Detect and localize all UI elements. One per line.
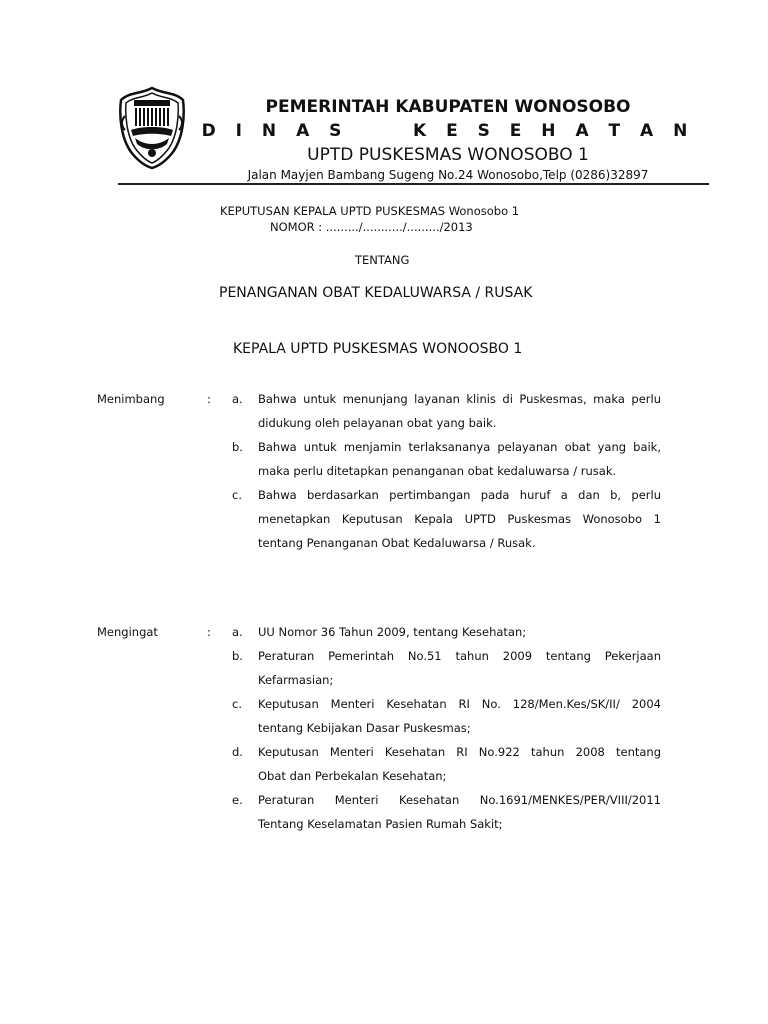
decree-number: NOMOR : ........./.........../........./2013 — [270, 220, 473, 234]
menimbang-colon: : — [207, 392, 211, 406]
text-line: didukung oleh pelayanan obat yang baik. — [258, 416, 497, 430]
mengingat-item-mark: a. — [232, 625, 243, 639]
text-line: Peraturan Menteri Kesehatan No.1691/MENKES/PER/VIII/2011 — [258, 793, 661, 807]
text-line: UU Nomor 36 Tahun 2009, tentang Kesehatan; — [258, 625, 527, 639]
letterhead-department-name: D I N A S K E S E H A T A N — [201, 121, 695, 141]
text-line: Bahwa untuk menjamin terlaksananya pelayanan obat yang baik, — [258, 440, 661, 454]
text-line: Bahwa untuk menunjang layanan klinis di Puskesmas, maka perlu — [258, 392, 661, 406]
mengingat-item-text — [258, 644, 661, 692]
mengingat-item-text — [258, 740, 661, 788]
text-line: Kefarmasian; — [258, 673, 334, 687]
decree-about-label: TENTANG — [355, 253, 410, 267]
letterhead-divider — [118, 183, 709, 185]
menimbang-item-mark: a. — [232, 392, 243, 406]
letterhead-unit-name: UPTD PUSKESMAS WONOSOBO 1 — [307, 145, 589, 165]
menimbang-item-mark: c. — [232, 488, 242, 502]
menimbang-item-text — [258, 483, 661, 555]
menimbang-label: Menimbang — [97, 392, 165, 406]
decree-subject: PENANGANAN OBAT KEDALUWARSA / RUSAK — [219, 285, 533, 301]
menimbang-item-text — [258, 387, 661, 435]
mengingat-item-mark: b. — [232, 649, 243, 663]
mengingat-label: Mengingat — [97, 625, 158, 639]
regency-crest-icon — [117, 86, 187, 170]
mengingat-item-text — [258, 692, 661, 740]
menimbang-item-mark: b. — [232, 440, 243, 454]
mengingat-item-mark: e. — [232, 793, 243, 807]
mengingat-item-text — [258, 620, 661, 644]
decree-title: KEPUTUSAN KEPALA UPTD PUSKESMAS Wonosobo 1 — [220, 204, 520, 218]
text-line: Keputusan Menteri Kesehatan RI No. 128/Men.Kes/SK/II/ 2004 — [258, 697, 661, 711]
text-line: Obat dan Perbekalan Kesehatan; — [258, 769, 447, 783]
mengingat-item-mark: c. — [232, 697, 242, 711]
text-line: maka perlu ditetapkan penanganan obat kedaluwarsa / rusak. — [258, 464, 617, 478]
menimbang-item-text — [258, 435, 661, 483]
letterhead-address: Jalan Mayjen Bambang Sugeng No.24 Wonosobo,Telp (0286)32897 — [247, 168, 649, 182]
letterhead-government-name: PEMERINTAH KABUPATEN WONOSOBO — [265, 97, 631, 117]
text-line: menetapkan Keputusan Kepala UPTD Puskesmas Wonosobo 1 — [258, 512, 661, 526]
text-line: tentang Penanganan Obat Kedaluwarsa / Rusak. — [258, 536, 536, 550]
mengingat-item-mark: d. — [232, 745, 243, 759]
decree-issuer: KEPALA UPTD PUSKESMAS WONOOSBO 1 — [233, 341, 523, 357]
text-line: Tentang Keselamatan Pasien Rumah Sakit; — [258, 817, 503, 831]
text-line: Bahwa berdasarkan pertimbangan pada huruf a dan b, perlu — [258, 488, 661, 502]
text-line: Peraturan Pemerintah No.51 tahun 2009 tentang Pekerjaan — [258, 649, 661, 663]
mengingat-colon: : — [207, 625, 211, 639]
mengingat-item-text — [258, 788, 661, 836]
text-line: Keputusan Menteri Kesehatan RI No.922 tahun 2008 tentang — [258, 745, 661, 759]
text-line: tentang Kebijakan Dasar Puskesmas; — [258, 721, 471, 735]
